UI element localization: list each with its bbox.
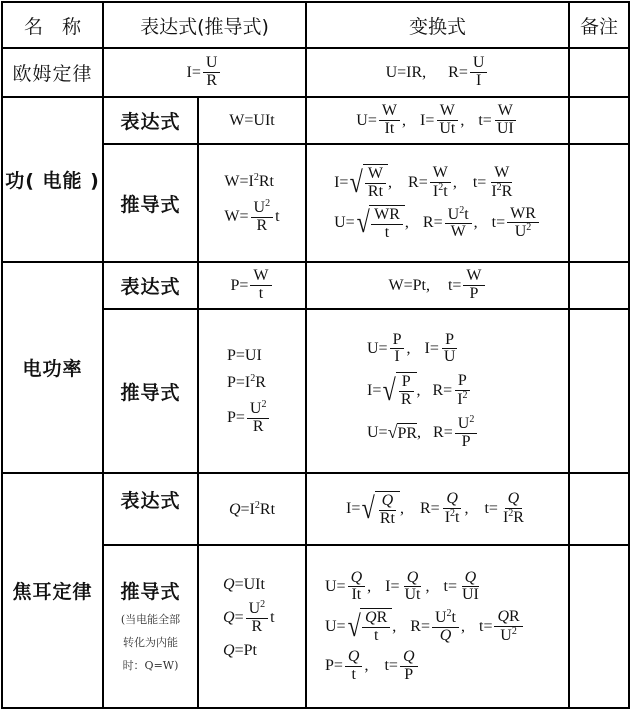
- work-derived-formulas: $W=I^2Rt$ W= $\frac{U^2}{R}$ t: [224, 171, 280, 234]
- power-name: 电功率: [22, 358, 83, 380]
- work-expression-label: 表达式: [120, 111, 181, 133]
- ohm-law-expression: I= $\frac{U}{R}$: [104, 49, 305, 96]
- power-expression-transforms: W=Pt, t= $\frac{W}{P}$: [307, 263, 568, 308]
- remark-cell: [570, 474, 628, 544]
- ohm-law-name: 欧姆定律: [12, 63, 93, 85]
- header-name: 名 称: [23, 15, 81, 38]
- work-name: 功( 电能 ): [5, 170, 100, 192]
- remark-cell: [570, 263, 628, 308]
- power-derived-transforms: U= $\frac{P}{I}$ , I= $\frac{P}{U}$ I= √ $\frac{P}{R}$ , R= $\frac{P}{I^2}$ U= √ PR , R= $\frac{U^2}{P}$: [307, 310, 568, 472]
- work-derived-label: 推导式: [120, 193, 181, 216]
- remark-cell: [570, 49, 628, 96]
- ohm-law-transforms: U=IR, R= $\frac{U}{I}$: [307, 49, 568, 96]
- power-derived-formulas: P=UI $P=I^2R$ P= $\frac{U^2}{R}$: [199, 310, 305, 472]
- work-expression: W=UIt: [229, 111, 275, 129]
- joule-derived-note: (当电能全部 转化为内能 时：Q=W): [120, 612, 181, 672]
- remark-cell: [570, 546, 628, 707]
- joule-law-name: 焦耳定律: [12, 581, 93, 603]
- header-transform: 变换式: [408, 15, 466, 38]
- work-derived-transforms: I= √ $\frac{W}{Rt}$ , R= $\frac{W}{I^2t}$ , t= $\frac{W}{I^2R}$ U= √ $\frac{WR}{t}$ , R= $\frac{U^2t}{W}$ , t= $\frac{WR}{U^2}$: [307, 145, 568, 261]
- remark-cell: [570, 145, 628, 261]
- header-remark: 备注: [579, 15, 618, 38]
- work-expression-transforms: U= $\frac{W}{It}$ , I= $\frac{W}{Ut}$ , t= $\frac{W}{UI}$: [307, 98, 568, 143]
- joule-expression-label: 表达式: [120, 490, 181, 512]
- joule-expression: $Q=I^2Rt$: [228, 499, 276, 518]
- joule-derived-formulas: Q=UIt Q= $\frac{U^2}{R}$ t Q=Pt: [223, 576, 275, 659]
- power-expression: P= $\frac{W}{t}$: [199, 263, 305, 308]
- joule-derived-transforms: U= $\frac{Q}{It}$ , I= $\frac{Q}{Ut}$ , t= $\frac{Q}{UI}$ U= √ $\frac{QR}{t}$ , R= $\frac{U^2t}{Q}$ , t= $\frac{QR}{U^2}$ P= $\frac{Q}{t}$ , t= $\frac{Q}{P}$: [307, 546, 568, 707]
- header-expression: 表达式(推导式): [140, 15, 269, 38]
- remark-cell: [570, 310, 628, 472]
- power-expression-label: 表达式: [120, 276, 181, 298]
- remark-cell: [570, 98, 628, 143]
- power-derived-label: 推导式: [120, 381, 181, 404]
- joule-derived-label: 推导式: [120, 580, 181, 603]
- grid-line: [628, 1, 630, 709]
- joule-derived-label-cell: [104, 546, 197, 707]
- joule-expression-transforms: I= √ $\frac{Q}{Rt}$ , R= $\frac{Q}{I^2t}$ , t= $\frac{Q}{I^2R}$: [346, 490, 524, 527]
